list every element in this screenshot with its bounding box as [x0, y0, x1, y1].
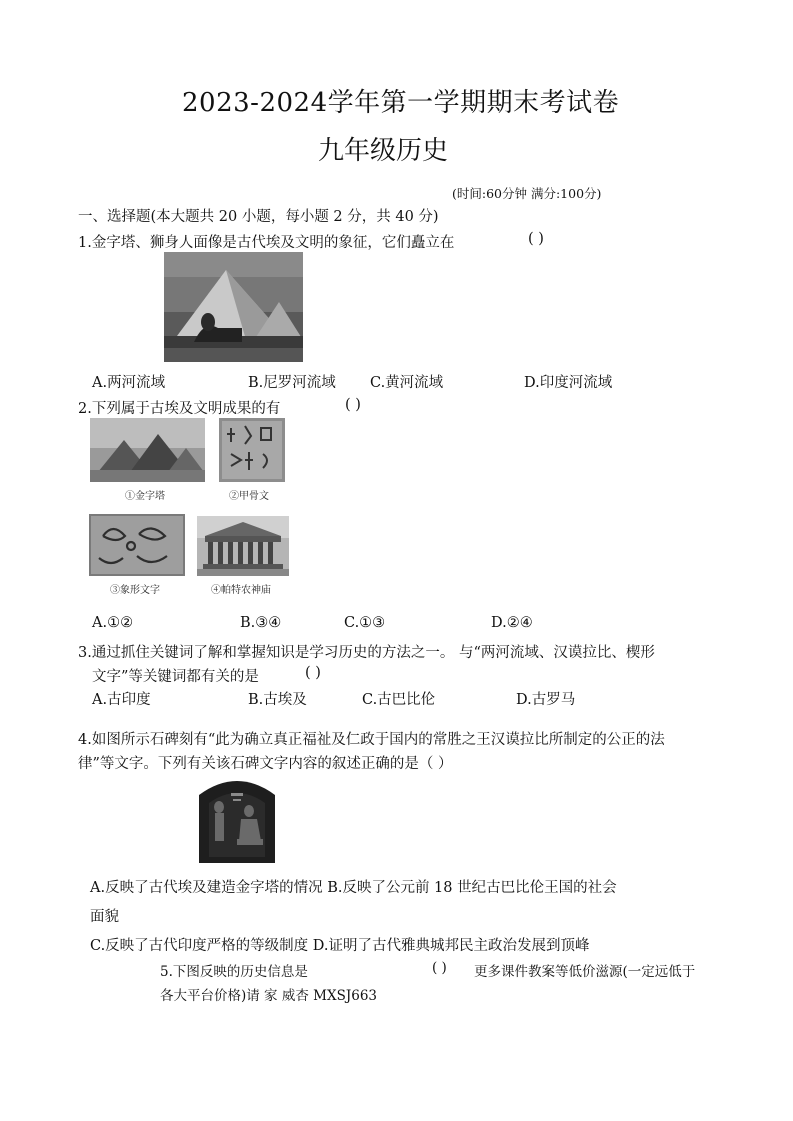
question-4-stem-line2: 律”等文字。下列有关该石碑文字内容的叙述正确的是（ ）: [78, 756, 453, 772]
question-1-bracket: ( ): [528, 231, 544, 247]
question-3-stem-line2: 文字”等关键词都有关的是: [92, 669, 259, 685]
question-3-option-b: B.古埃及: [248, 692, 307, 708]
question-1-option-d: D.印度河流域: [524, 375, 613, 391]
caption-pyramids: ①金字塔: [125, 491, 165, 502]
exam-title: 2023-2024学年第一学期期末考试卷: [182, 88, 620, 118]
time-info: (时间:60分钟 满分:100分): [452, 186, 602, 201]
question-2-option-a: A.①②: [92, 615, 134, 631]
question-1-option-a: A.两河流域: [92, 375, 166, 391]
question-3-stem-line1: 3.通过抓住关键词了解和掌握知识是学习历史的方法之一。 与“两河流域、汉谟拉比、楔形: [78, 645, 655, 661]
section-heading: 一、选择题(本大题共 20 小题，每小题 2 分，共 40 分): [78, 209, 439, 225]
pyramids-photo: [90, 418, 205, 482]
question-4-stem-line1: 4.如图所示石碑刻有“此为确立真正福祉及仁政于国内的常胜之王汉谟拉比所制定的公正的法: [78, 732, 665, 748]
subject-title: 九年级历史: [318, 136, 449, 166]
caption-hieroglyph: ③象形文字: [110, 585, 160, 596]
question-2-option-c: C.①③: [344, 615, 386, 631]
question-4-options-line1: A.反映了古代埃及建造金字塔的情况 B.反映了公元前 18 世纪古巴比伦王国的社会: [90, 880, 617, 896]
question-3-bracket: ( ): [305, 665, 321, 681]
question-1-option-b: B.尼罗河流域: [248, 375, 336, 391]
oracle-bone-script-photo: [219, 418, 285, 482]
hammurabi-stele-photo: [195, 773, 279, 863]
ad-text-line2: 各大平台价格)请 家 威杏 MXSJ663: [160, 988, 378, 1004]
parthenon-photo: [197, 516, 289, 576]
caption-oracle-bone: ②甲骨文: [229, 491, 269, 502]
ad-text-line1: 更多课件教案等低价滋源(一定远低于: [474, 964, 696, 980]
question-5-bracket: ( ): [432, 960, 447, 976]
question-1-stem: 1.金字塔、狮身人面像是古代埃及文明的象征，它们矗立在: [78, 235, 455, 251]
question-5-stem: 5.下图反映的历史信息是: [160, 964, 308, 980]
question-4-options-line2: C.反映了古代印度严格的等级制度 D.证明了古代雅典城邦民主政治发展到顶峰: [90, 938, 590, 954]
hieroglyph-photo: [89, 514, 185, 576]
question-3-option-a: A.古印度: [92, 692, 151, 708]
question-2-option-d: D.②④: [491, 615, 533, 631]
question-2-option-b: B.③④: [240, 615, 282, 631]
question-4-options-line1b: 面貌: [90, 909, 119, 925]
question-2-stem: 2.下列属于古埃及文明成果的有: [78, 401, 281, 417]
question-3-option-d: D.古罗马: [516, 692, 576, 708]
pyramid-sphinx-photo: [164, 252, 303, 362]
question-3-option-c: C.古巴比伦: [362, 692, 436, 708]
question-2-bracket: ( ): [345, 397, 361, 413]
caption-parthenon: ④帕特农神庙: [211, 585, 271, 596]
question-1-option-c: C.黄河流域: [370, 375, 444, 391]
